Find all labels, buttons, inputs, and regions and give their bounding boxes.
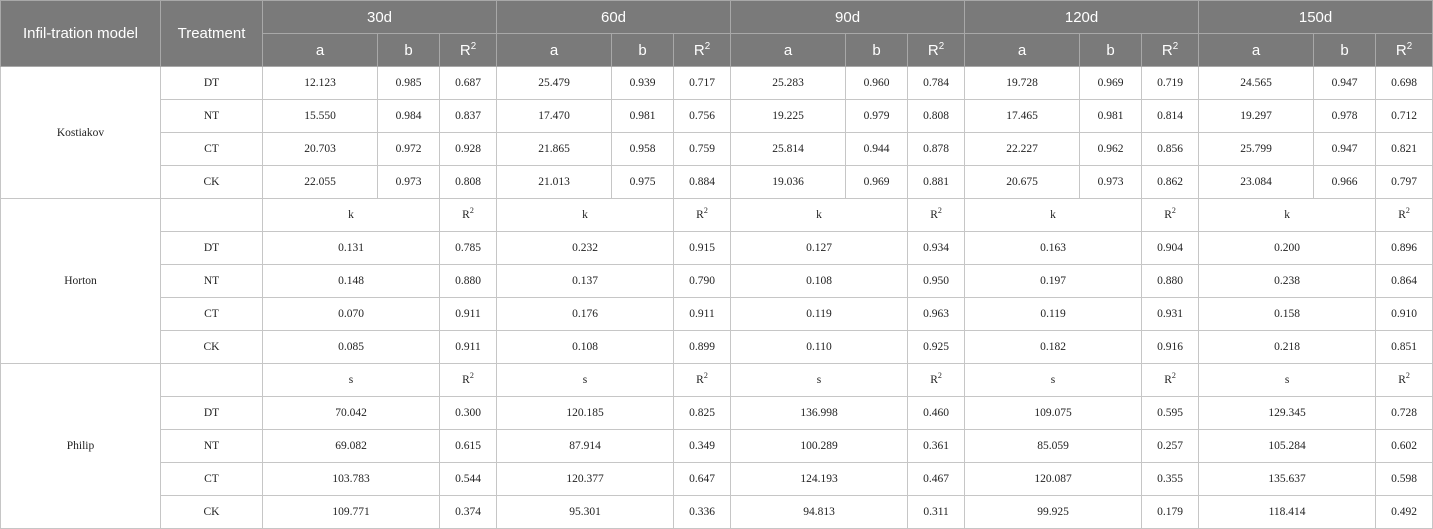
value-cell: 99.925 <box>965 496 1142 529</box>
value-cell: 0.911 <box>440 298 497 331</box>
r-squared-symbol: R <box>927 41 939 59</box>
r-squared-exponent: 2 <box>1406 40 1413 52</box>
value-cell: 0.962 <box>1080 133 1142 166</box>
table-row <box>1 397 1433 430</box>
value-cell: 0.958 <box>612 133 674 166</box>
value-cell: 0.896 <box>1376 232 1433 265</box>
value-cell: 0.916 <box>1142 331 1199 364</box>
value-cell: 17.470 <box>497 100 612 133</box>
value-cell: 87.914 <box>497 430 674 463</box>
value-cell: 23.084 <box>1199 166 1314 199</box>
r-squared-exponent: 2 <box>1405 371 1410 381</box>
value-cell: 0.797 <box>1376 166 1433 199</box>
period-header: 30d <box>263 1 497 34</box>
param-s-label: s <box>965 364 1142 397</box>
r-squared-header <box>908 34 965 67</box>
r-squared-exponent: 2 <box>937 371 942 381</box>
r-squared-exponent: 2 <box>1171 206 1176 216</box>
value-cell: 0.119 <box>731 298 908 331</box>
value-cell: 19.728 <box>965 67 1080 100</box>
r-squared-exponent: 2 <box>938 40 945 52</box>
value-cell: 0.759 <box>674 133 731 166</box>
value-cell: 85.059 <box>965 430 1142 463</box>
treatment-cell: NT <box>161 100 263 133</box>
model-column-header: Infil-tration model <box>1 1 161 67</box>
r-squared-label <box>1142 199 1199 232</box>
value-cell: 0.981 <box>612 100 674 133</box>
param-k-label: k <box>497 199 674 232</box>
r-squared-label <box>440 199 497 232</box>
value-cell: 0.361 <box>908 430 965 463</box>
param-b-header: b <box>612 34 674 67</box>
r-squared-label <box>1376 364 1433 397</box>
value-cell: 100.289 <box>731 430 908 463</box>
value-cell: 0.972 <box>378 133 440 166</box>
value-cell: 15.550 <box>263 100 378 133</box>
value-cell: 24.565 <box>1199 67 1314 100</box>
value-cell: 0.790 <box>674 265 731 298</box>
param-b-header: b <box>1314 34 1376 67</box>
param-k-label: k <box>1199 199 1376 232</box>
treatment-cell-empty <box>161 199 263 232</box>
value-cell: 0.257 <box>1142 430 1199 463</box>
param-s-label: s <box>731 364 908 397</box>
treatment-cell: NT <box>161 265 263 298</box>
table-header <box>1 1 1433 67</box>
model-name-kostiakov: Kostiakov <box>1 67 161 199</box>
value-cell: 129.345 <box>1199 397 1376 430</box>
value-cell: 0.785 <box>440 232 497 265</box>
r-squared-symbol: R <box>1164 374 1172 386</box>
param-k-label: k <box>965 199 1142 232</box>
r-squared-label <box>1142 364 1199 397</box>
value-cell: 0.158 <box>1199 298 1376 331</box>
value-cell: 0.238 <box>1199 265 1376 298</box>
r-squared-exponent: 2 <box>470 40 477 52</box>
value-cell: 120.377 <box>497 463 674 496</box>
value-cell: 0.862 <box>1142 166 1199 199</box>
value-cell: 0.910 <box>1376 298 1433 331</box>
value-cell: 0.110 <box>731 331 908 364</box>
value-cell: 0.349 <box>674 430 731 463</box>
value-cell: 0.148 <box>263 265 440 298</box>
value-cell: 0.808 <box>908 100 965 133</box>
value-cell: 0.978 <box>1314 100 1376 133</box>
r-squared-label <box>908 364 965 397</box>
r-squared-exponent: 2 <box>704 40 711 52</box>
treatment-cell: CK <box>161 496 263 529</box>
value-cell: 0.851 <box>1376 331 1433 364</box>
value-cell: 0.179 <box>1142 496 1199 529</box>
value-cell: 0.595 <box>1142 397 1199 430</box>
value-cell: 95.301 <box>497 496 674 529</box>
param-a-header: a <box>1199 34 1314 67</box>
value-cell: 0.944 <box>846 133 908 166</box>
param-s-label: s <box>263 364 440 397</box>
r-squared-label <box>674 199 731 232</box>
value-cell: 124.193 <box>731 463 908 496</box>
value-cell: 0.355 <box>1142 463 1199 496</box>
r-squared-label <box>674 364 731 397</box>
value-cell: 136.998 <box>731 397 908 430</box>
r-squared-symbol: R <box>462 209 470 221</box>
r-squared-symbol: R <box>930 374 938 386</box>
param-a-header: a <box>965 34 1080 67</box>
value-cell: 0.712 <box>1376 100 1433 133</box>
table-row <box>1 463 1433 496</box>
value-cell: 0.880 <box>1142 265 1199 298</box>
value-cell: 25.283 <box>731 67 846 100</box>
r-squared-exponent: 2 <box>703 371 708 381</box>
value-cell: 22.055 <box>263 166 378 199</box>
value-cell: 0.825 <box>674 397 731 430</box>
value-cell: 0.374 <box>440 496 497 529</box>
treatment-cell: CT <box>161 298 263 331</box>
value-cell: 0.460 <box>908 397 965 430</box>
treatment-column-header: Treatment <box>161 1 263 67</box>
r-squared-exponent: 2 <box>469 371 474 381</box>
value-cell: 0.200 <box>1199 232 1376 265</box>
value-cell: 0.717 <box>674 67 731 100</box>
value-cell: 120.185 <box>497 397 674 430</box>
param-k-label: k <box>263 199 440 232</box>
value-cell: 25.799 <box>1199 133 1314 166</box>
param-a-header: a <box>263 34 378 67</box>
value-cell: 0.966 <box>1314 166 1376 199</box>
value-cell: 0.880 <box>440 265 497 298</box>
value-cell: 19.036 <box>731 166 846 199</box>
value-cell: 0.884 <box>674 166 731 199</box>
r-squared-exponent: 2 <box>469 206 474 216</box>
value-cell: 0.911 <box>674 298 731 331</box>
treatment-cell: DT <box>161 397 263 430</box>
value-cell: 0.687 <box>440 67 497 100</box>
period-header: 150d <box>1199 1 1433 34</box>
table-row <box>1 265 1433 298</box>
value-cell: 118.414 <box>1199 496 1376 529</box>
table-row <box>1 331 1433 364</box>
value-cell: 0.973 <box>1080 166 1142 199</box>
value-cell: 94.813 <box>731 496 908 529</box>
value-cell: 0.127 <box>731 232 908 265</box>
value-cell: 0.137 <box>497 265 674 298</box>
value-cell: 0.925 <box>908 331 965 364</box>
value-cell: 20.703 <box>263 133 378 166</box>
value-cell: 0.300 <box>440 397 497 430</box>
value-cell: 19.225 <box>731 100 846 133</box>
value-cell: 0.070 <box>263 298 440 331</box>
value-cell: 0.647 <box>674 463 731 496</box>
value-cell: 0.947 <box>1314 67 1376 100</box>
r-squared-symbol: R <box>696 374 704 386</box>
value-cell: 0.615 <box>440 430 497 463</box>
r-squared-symbol: R <box>1398 209 1406 221</box>
table-row <box>1 298 1433 331</box>
period-header: 120d <box>965 1 1199 34</box>
value-cell: 0.131 <box>263 232 440 265</box>
r-squared-symbol: R <box>1161 41 1173 59</box>
value-cell: 25.814 <box>731 133 846 166</box>
value-cell: 105.284 <box>1199 430 1376 463</box>
r-squared-header <box>1142 34 1199 67</box>
value-cell: 0.985 <box>378 67 440 100</box>
value-cell: 0.467 <box>908 463 965 496</box>
value-cell: 0.856 <box>1142 133 1199 166</box>
value-cell: 0.698 <box>1376 67 1433 100</box>
treatment-cell: CT <box>161 463 263 496</box>
value-cell: 0.085 <box>263 331 440 364</box>
r-squared-symbol: R <box>696 209 704 221</box>
value-cell: 0.915 <box>674 232 731 265</box>
r-squared-exponent: 2 <box>937 206 942 216</box>
r-squared-label <box>1376 199 1433 232</box>
param-a-header: a <box>731 34 846 67</box>
value-cell: 12.123 <box>263 67 378 100</box>
value-cell: 0.119 <box>965 298 1142 331</box>
r-squared-exponent: 2 <box>1171 371 1176 381</box>
treatment-cell: DT <box>161 67 263 100</box>
value-cell: 0.979 <box>846 100 908 133</box>
table-body <box>1 67 1433 529</box>
table-row <box>1 133 1433 166</box>
value-cell: 0.950 <box>908 265 965 298</box>
r-squared-header <box>440 34 497 67</box>
value-cell: 0.878 <box>908 133 965 166</box>
value-cell: 0.931 <box>1142 298 1199 331</box>
value-cell: 0.975 <box>612 166 674 199</box>
value-cell: 135.637 <box>1199 463 1376 496</box>
value-cell: 0.973 <box>378 166 440 199</box>
r-squared-symbol: R <box>459 41 471 59</box>
value-cell: 69.082 <box>263 430 440 463</box>
value-cell: 0.218 <box>1199 331 1376 364</box>
value-cell: 17.465 <box>965 100 1080 133</box>
value-cell: 20.675 <box>965 166 1080 199</box>
value-cell: 0.108 <box>731 265 908 298</box>
value-cell: 0.492 <box>1376 496 1433 529</box>
value-cell: 0.814 <box>1142 100 1199 133</box>
value-cell: 0.899 <box>674 331 731 364</box>
treatment-cell: DT <box>161 232 263 265</box>
model-name-horton: Horton <box>1 199 161 364</box>
value-cell: 0.311 <box>908 496 965 529</box>
value-cell: 0.808 <box>440 166 497 199</box>
value-cell: 0.881 <box>908 166 965 199</box>
value-cell: 0.728 <box>1376 397 1433 430</box>
value-cell: 0.756 <box>674 100 731 133</box>
value-cell: 0.821 <box>1376 133 1433 166</box>
param-s-label: s <box>1199 364 1376 397</box>
r-squared-label <box>908 199 965 232</box>
value-cell: 109.771 <box>263 496 440 529</box>
value-cell: 0.784 <box>908 67 965 100</box>
treatment-cell-empty <box>161 364 263 397</box>
value-cell: 0.108 <box>497 331 674 364</box>
r-squared-symbol: R <box>1164 209 1172 221</box>
period-header: 60d <box>497 1 731 34</box>
value-cell: 0.981 <box>1080 100 1142 133</box>
value-cell: 21.013 <box>497 166 612 199</box>
value-cell: 0.232 <box>497 232 674 265</box>
value-cell: 0.837 <box>440 100 497 133</box>
value-cell: 103.783 <box>263 463 440 496</box>
value-cell: 70.042 <box>263 397 440 430</box>
r-squared-symbol: R <box>930 209 938 221</box>
r-squared-exponent: 2 <box>1172 40 1179 52</box>
value-cell: 0.904 <box>1142 232 1199 265</box>
value-cell: 21.865 <box>497 133 612 166</box>
value-cell: 22.227 <box>965 133 1080 166</box>
table-row <box>1 166 1433 199</box>
param-b-header: b <box>378 34 440 67</box>
header-row-periods <box>1 1 1433 34</box>
value-cell: 0.928 <box>440 133 497 166</box>
value-cell: 0.939 <box>612 67 674 100</box>
table-row <box>1 430 1433 463</box>
period-header: 90d <box>731 1 965 34</box>
param-b-header: b <box>1080 34 1142 67</box>
value-cell: 0.864 <box>1376 265 1433 298</box>
value-cell: 0.934 <box>908 232 965 265</box>
r-squared-symbol: R <box>1398 374 1406 386</box>
r-squared-header <box>1376 34 1433 67</box>
param-k-label: k <box>731 199 908 232</box>
value-cell: 19.297 <box>1199 100 1314 133</box>
value-cell: 0.963 <box>908 298 965 331</box>
value-cell: 109.075 <box>965 397 1142 430</box>
value-cell: 0.598 <box>1376 463 1433 496</box>
value-cell: 0.984 <box>378 100 440 133</box>
r-squared-exponent: 2 <box>703 206 708 216</box>
r-squared-symbol: R <box>693 41 705 59</box>
value-cell: 0.176 <box>497 298 674 331</box>
value-cell: 0.602 <box>1376 430 1433 463</box>
treatment-cell: CT <box>161 133 263 166</box>
r-squared-symbol: R <box>462 374 470 386</box>
value-cell: 0.197 <box>965 265 1142 298</box>
value-cell: 25.479 <box>497 67 612 100</box>
table-row <box>1 232 1433 265</box>
value-cell: 0.960 <box>846 67 908 100</box>
param-a-header: a <box>497 34 612 67</box>
value-cell: 0.947 <box>1314 133 1376 166</box>
parameter-row <box>1 364 1433 397</box>
table-row <box>1 67 1433 100</box>
r-squared-label <box>440 364 497 397</box>
treatment-cell: CK <box>161 166 263 199</box>
treatment-cell: CK <box>161 331 263 364</box>
parameter-row <box>1 199 1433 232</box>
r-squared-symbol: R <box>1395 41 1407 59</box>
value-cell: 0.911 <box>440 331 497 364</box>
param-s-label: s <box>497 364 674 397</box>
r-squared-header <box>674 34 731 67</box>
treatment-cell: NT <box>161 430 263 463</box>
value-cell: 0.163 <box>965 232 1142 265</box>
r-squared-exponent: 2 <box>1405 206 1410 216</box>
value-cell: 0.182 <box>965 331 1142 364</box>
model-name-philip: Philip <box>1 364 161 529</box>
param-b-header: b <box>846 34 908 67</box>
table-row <box>1 100 1433 133</box>
value-cell: 0.719 <box>1142 67 1199 100</box>
value-cell: 120.087 <box>965 463 1142 496</box>
value-cell: 0.544 <box>440 463 497 496</box>
value-cell: 0.969 <box>1080 67 1142 100</box>
table-row <box>1 496 1433 529</box>
value-cell: 0.969 <box>846 166 908 199</box>
value-cell: 0.336 <box>674 496 731 529</box>
